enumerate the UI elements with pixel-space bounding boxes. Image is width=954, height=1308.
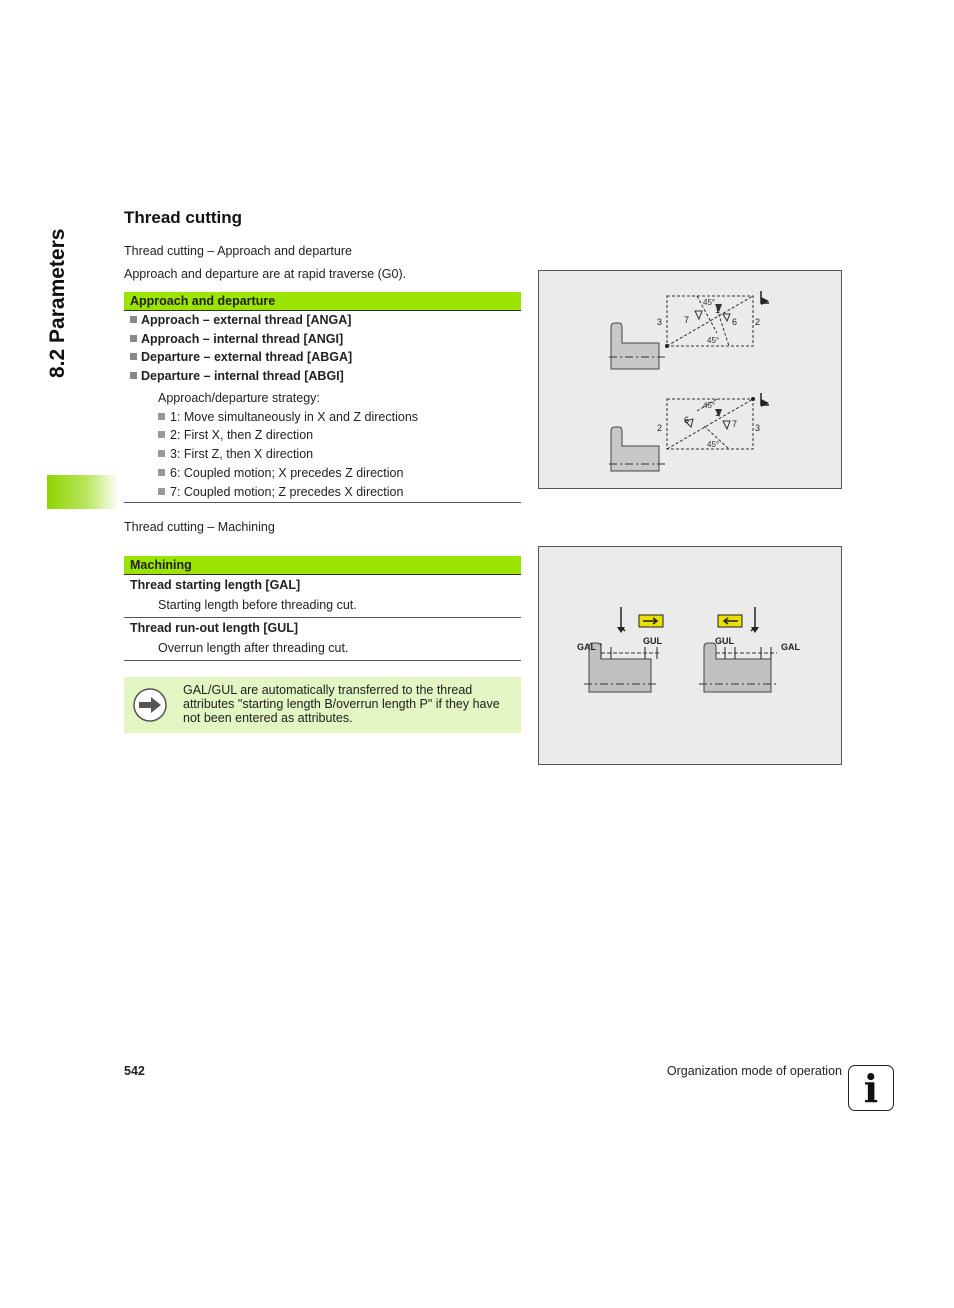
info-icon: i xyxy=(848,1065,894,1111)
strategy-num: 6 xyxy=(732,317,738,327)
intro-text: Approach and departure are at rapid traverse (G0). xyxy=(124,267,407,281)
approach-diagram xyxy=(539,271,841,488)
machining-table-header: Machining xyxy=(124,556,521,575)
param-row: Departure – external thread [ABGA] xyxy=(124,348,521,367)
gal-param-desc: Starting length before threading cut. xyxy=(124,595,521,618)
strategy-label: Approach/departure strategy: xyxy=(158,390,320,405)
angle-label-bottom-upper: 45° xyxy=(703,401,716,410)
strategy-num: 1 xyxy=(715,408,721,418)
section-tab-marker xyxy=(47,475,119,509)
gul-param-name: Thread run-out length [GUL] xyxy=(130,621,299,635)
strategy-num: 3 xyxy=(755,423,761,433)
strategy-num: 6 xyxy=(684,415,690,425)
strategy-num: 2 xyxy=(657,423,663,433)
gal-label-left: GAL xyxy=(577,642,596,652)
bullet-icon xyxy=(158,413,165,420)
gul-label-left: GUL xyxy=(643,636,662,646)
approach-table-header: Approach and departure xyxy=(124,292,521,311)
strategy-num: 7 xyxy=(684,315,690,325)
gal-label-right: GAL xyxy=(781,642,800,652)
section-title-vertical: 8.2 Parameters xyxy=(46,228,69,378)
bullet-icon xyxy=(158,488,165,495)
page-number: 542 xyxy=(124,1064,145,1078)
page-heading: Thread cutting xyxy=(124,208,243,227)
angle-label-top-lower: 45° xyxy=(707,336,720,345)
bullet-icon xyxy=(130,335,137,342)
arrow-right-icon xyxy=(132,687,168,723)
figure-machining xyxy=(538,546,842,765)
machining-table xyxy=(124,556,521,661)
approach-table xyxy=(124,292,521,503)
note-text: GAL/GUL are automatically transferred to the thread attributes "starting length B/overrun length P" if they have not been entered as attributes. xyxy=(183,683,500,725)
bullet-icon xyxy=(158,431,165,438)
strategy-num: 1 xyxy=(715,305,721,315)
option-item: 2: First X, then Z direction xyxy=(124,426,521,445)
param-row: Approach – external thread [ANGA] xyxy=(124,311,521,330)
strategy-num: 2 xyxy=(755,317,761,327)
note-box xyxy=(124,677,521,733)
option-item: 1: Move simultaneously in X and Z directions xyxy=(124,408,521,427)
option-item: 7: Coupled motion; Z precedes X direction xyxy=(124,483,521,503)
machining-diagram xyxy=(539,547,841,764)
gul-param-desc: Overrun length after threading cut. xyxy=(124,638,521,661)
strategy-num: 3 xyxy=(657,317,663,327)
machining-caption: Thread cutting – Machining xyxy=(124,520,275,534)
strategy-num: 7 xyxy=(732,419,738,429)
bullet-icon xyxy=(130,353,137,360)
bullet-icon xyxy=(158,450,165,457)
gul-label-right: GUL xyxy=(715,636,734,646)
angle-label-top-upper: 45° xyxy=(703,298,716,307)
gal-param-name: Thread starting length [GAL] xyxy=(130,578,301,592)
param-row: Approach – internal thread [ANGI] xyxy=(124,330,521,349)
option-item: 6: Coupled motion; X precedes Z direction xyxy=(124,464,521,483)
footer-chapter: Organization mode of operation xyxy=(666,1064,842,1078)
bullet-icon xyxy=(130,372,137,379)
option-item: 3: First Z, then X direction xyxy=(124,445,521,464)
intro-caption: Thread cutting – Approach and departure xyxy=(124,244,352,258)
param-row: Departure – internal thread [ABGI] xyxy=(124,367,521,386)
bullet-icon xyxy=(158,469,165,476)
angle-label-bottom-lower: 45° xyxy=(707,440,720,449)
bullet-icon xyxy=(130,316,137,323)
figure-approach-strategies xyxy=(538,270,842,489)
